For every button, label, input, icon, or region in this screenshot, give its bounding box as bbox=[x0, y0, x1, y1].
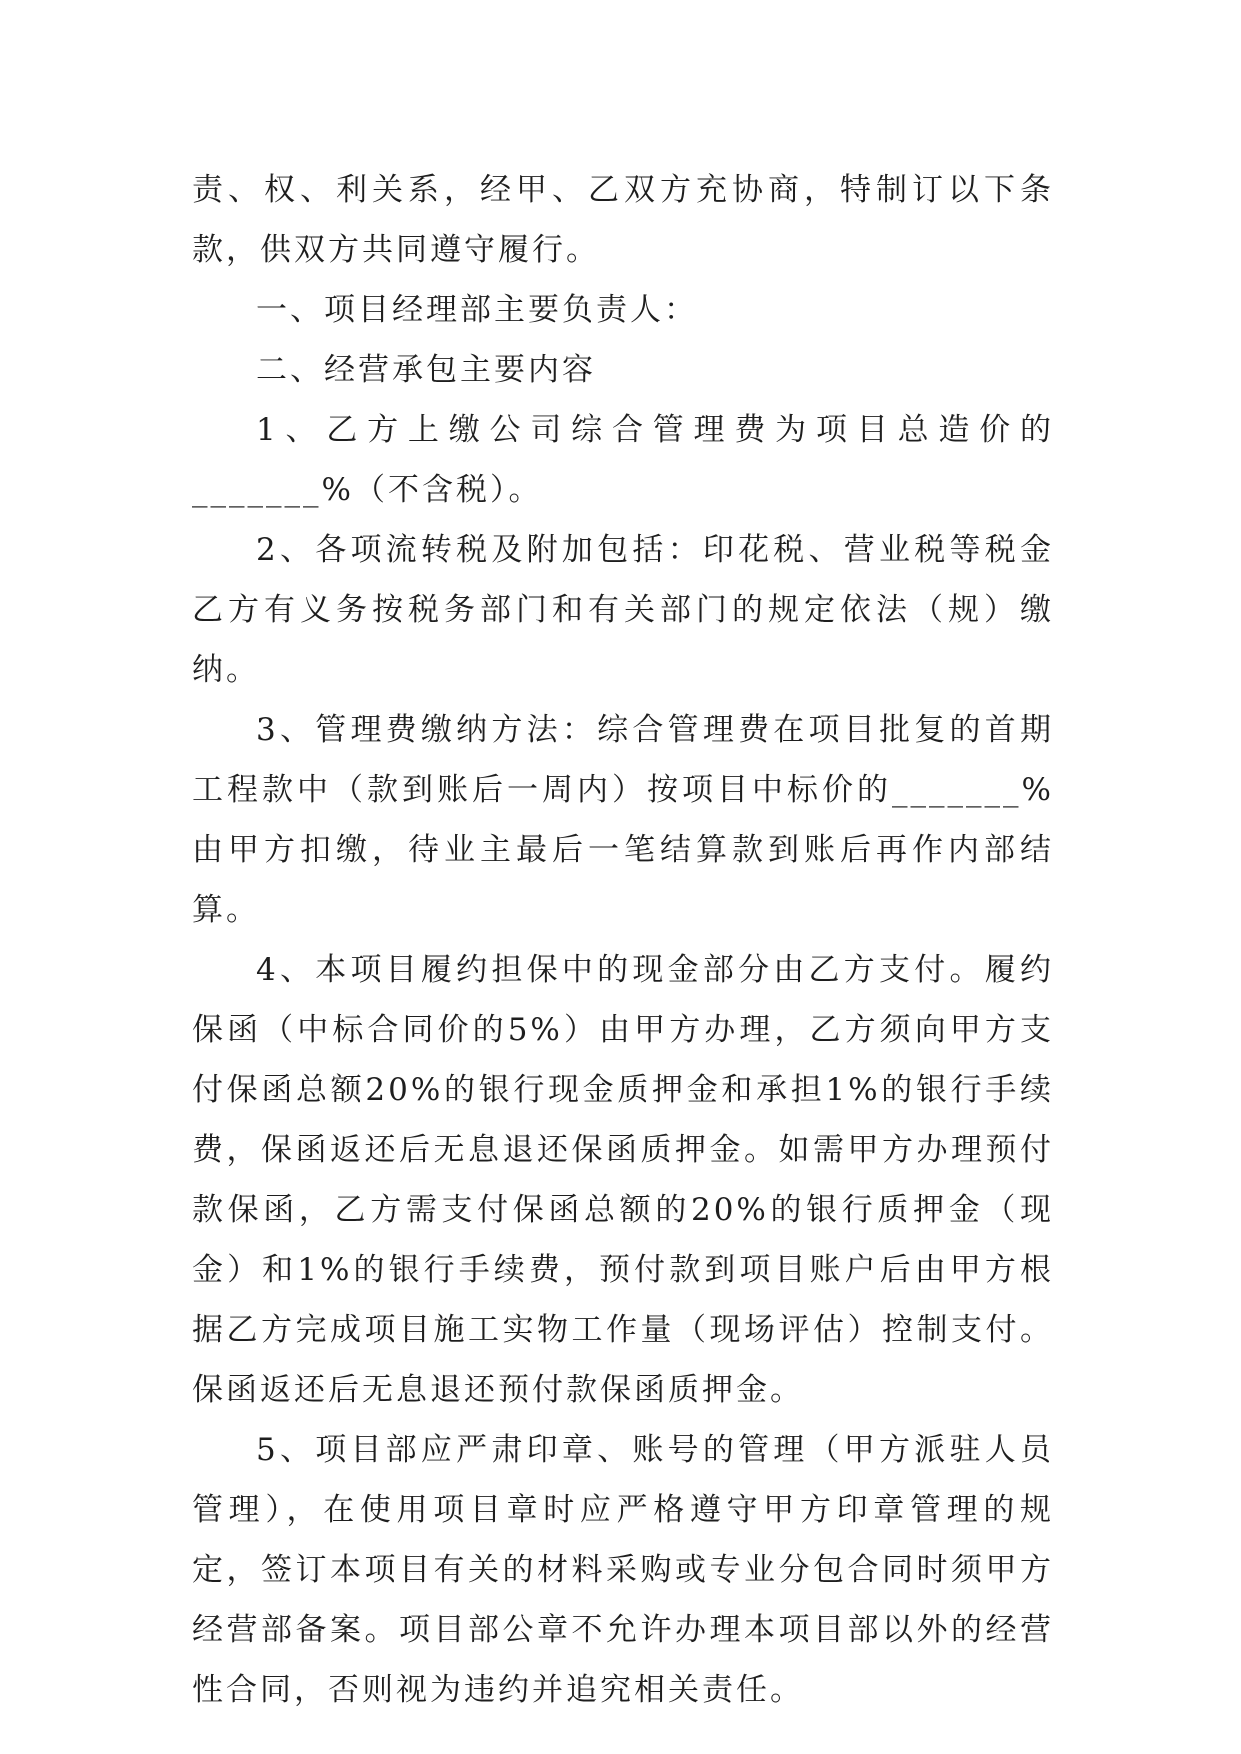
paragraph-clause-4: 4、本项目履约担保中的现金部分由乙方支付。履约保函（中标合同价的5%）由甲方办理，乙方须向甲方支付保函总额20%的银行现金质押金和承担1%的银行手续费，保函返还后无息退还保函质押金。如需甲方办理预付款保函，乙方需支付保函总额的20%的银行质押金（现金）和1%的银行手续费，预付款到项目账户后由甲方根据乙方完成项目施工实物工作量（现场评估）控制支付。保函返还后无息退还预付款保函质押金。 bbox=[192, 952, 1054, 1408]
paragraph-clause-1: 1、乙方上缴公司综合管理费为项目总造价的_______%（不含税）。 bbox=[192, 412, 1054, 508]
paragraph-clause-2: 2、各项流转税及附加包括：印花税、营业税等税金乙方有义务按税务部门和有关部门的规定依法（规）缴纳。 bbox=[192, 532, 1054, 688]
paragraph-contract-content-heading: 二、经营承包主要内容 bbox=[256, 352, 596, 388]
document-body bbox=[192, 160, 1054, 1720]
paragraph-continuation: 责、权、利关系，经甲、乙双方充协商，特制订以下条款，供双方共同遵守履行。 bbox=[192, 172, 1054, 268]
paragraph-project-leader: 一、项目经理部主要负责人： bbox=[256, 292, 698, 328]
paragraph-clause-5: 5、项目部应严肃印章、账号的管理（甲方派驻人员管理），在使用项目章时应严格遵守甲方印章管理的规定，签订本项目有关的材料采购或专业分包合同时须甲方经营部备案。项目部公章不允许办理本项目部以外的经营性合同，否则视为违约并追究相关责任。 bbox=[192, 1432, 1054, 1708]
paragraph-clause-3: 3、管理费缴纳方法：综合管理费在项目批复的首期工程款中（款到账后一周内）按项目中标价的_______%由甲方扣缴，待业主最后一笔结算款到账后再作内部结算。 bbox=[192, 712, 1054, 928]
